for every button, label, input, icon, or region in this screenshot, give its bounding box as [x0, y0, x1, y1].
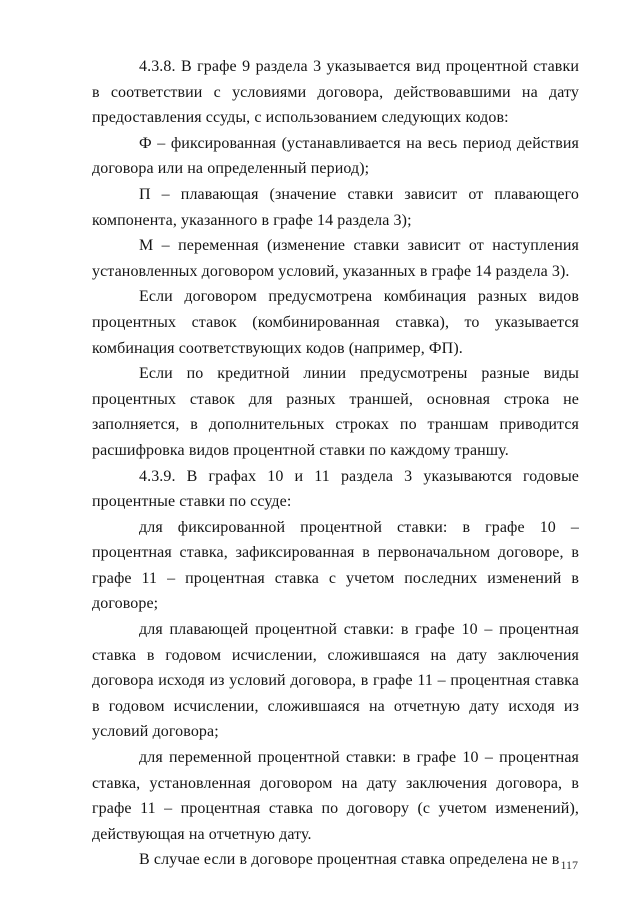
paragraph-credit-line: Если по кредитной линии предусмотрены разные виды процентных ставок для разных траншей, основная строка не заполняется, в дополнительных строках по траншам приводится расшифровка видов процентной ставки по каждому траншу.	[92, 365, 579, 459]
paragraph-combined-rate: Если договором предусмотрена комбинация разных видов процентных ставок (комбинированная ставка), то указывается комбинация соответствующих кодов (например, ФП).	[92, 288, 579, 357]
document-body	[92, 54, 579, 873]
paragraph-4-3-8: 4.3.8. В графе 9 раздела 3 указывается вид процентной ставки в соответствии с условиями договора, действовавшими на дату предоставления ссуды, с использованием следующих кодов:	[92, 58, 579, 127]
paragraph-4-3-9: 4.3.9. В графах 10 и 11 раздела 3 указываются годовые процентные ставки по ссуде:	[92, 467, 579, 511]
paragraph-floating-rate: для плавающей процентной ставки: в графе 10 – процентная ставка в годовом исчислении, сложившаяся на дату заключения договора исходя из условий договора, в графе 11 – процентная ставка в годовом исчислении, сложившаяся на отчетную дату исходя из условий договора;	[92, 621, 579, 741]
paragraph-continued: В случае если в договоре процентная ставка определена не в	[139, 851, 560, 869]
page-number: 117	[560, 858, 578, 872]
paragraph-fixed-rate: для фиксированной процентной ставки: в графе 10 – процентная ставка, зафиксированная в первоначальном договоре, в графе 11 – процентная ставка с учетом последних изменений в договоре;	[92, 518, 579, 613]
paragraph-code-p: П – плавающая (значение ставки зависит от плавающего компонента, указанного в графе 14 раздела 3);	[92, 185, 579, 229]
paragraph-code-f: Ф – фиксированная (устанавливается на весь период действия договора или на определенный период);	[92, 134, 579, 178]
paragraph-code-m: М – переменная (изменение ставки зависит от наступления установленных договором условий, указанных в графе 14 раздела 3).	[92, 237, 579, 280]
paragraph-variable-rate: для переменной процентной ставки: в графе 10 – процентная ставка, установленная договором на дату заключения договора, в графе 11 – процентная ставка по договору (с учетом изменений), действующая на отчетную дату.	[92, 749, 579, 843]
